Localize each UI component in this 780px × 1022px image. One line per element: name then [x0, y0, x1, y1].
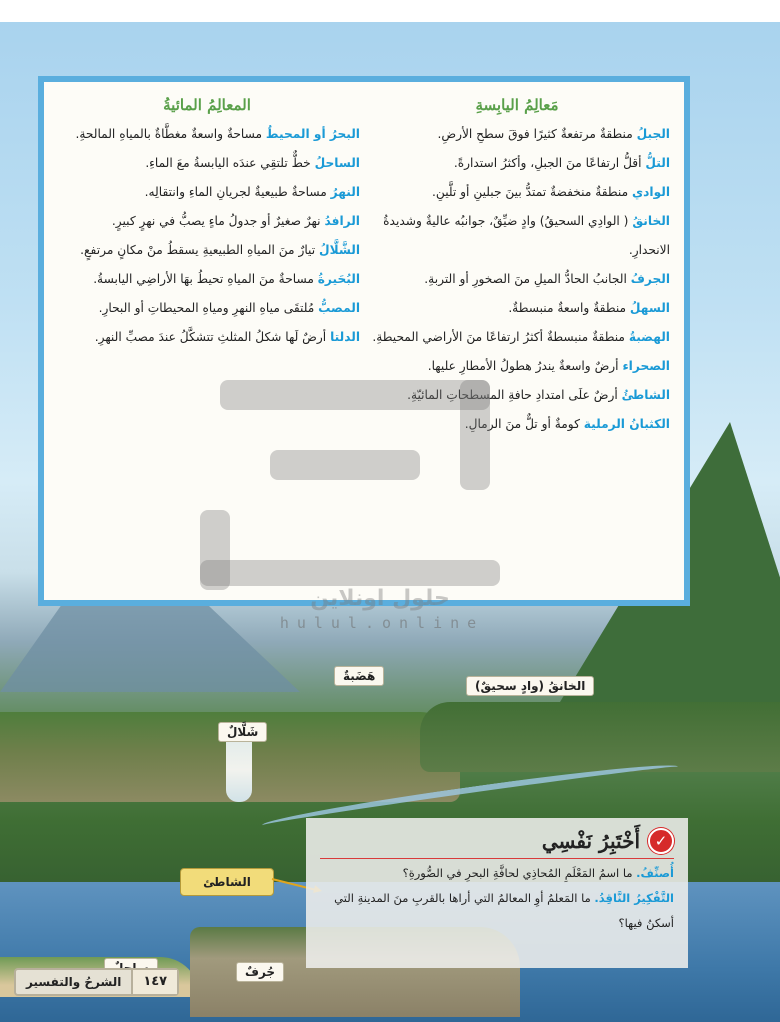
- term: الكثبانُ الرملية: [583, 417, 670, 431]
- label-waterfall: شَلَّالٌ: [218, 722, 267, 742]
- definition: تيارٌ منَ المياهِ الطبيعيةِ يسقطُ منْ مكانٍ مرتفعٍ.: [80, 243, 320, 257]
- definition: أرضٌ واسعةٌ يندرُ هطولُ الأمطارِ عليها.: [427, 359, 623, 373]
- land-entry: [364, 381, 670, 410]
- definition: منطقةٌ مرتفعةٌ كثيرًا فوقَ سطحِ الأرضِ.: [437, 127, 637, 141]
- land-features-title: مَعالِمُ اليابِسةِ: [475, 96, 559, 114]
- term: الصحراء: [622, 359, 670, 373]
- definition: الجانبُ الحادُّ الميلِ منَ الصخورِ أو التربةِ.: [424, 272, 631, 286]
- term: الهضبةُ: [628, 330, 670, 344]
- features-box: [38, 76, 690, 606]
- definition: نهرٌ صغيرٌ أو جدولُ ماءٍ يصبُّ في نهرٍ كبيرٍ.: [111, 214, 325, 228]
- land-entry: [364, 294, 670, 323]
- land-entry: [364, 149, 670, 178]
- water-entry: [54, 323, 360, 352]
- water-entry: [54, 207, 360, 236]
- term: الخانقُ: [632, 214, 670, 228]
- label-cliff: جُرفٌ: [236, 962, 284, 982]
- question-label: أُصنِّفُ.: [636, 866, 674, 880]
- definition: كومةٌ أو تلٌّ منَ الرمالِ.: [464, 417, 584, 431]
- canyon-terrain: [420, 702, 780, 772]
- water-entry: [54, 294, 360, 323]
- section-label: الشرحُ والتفسير: [26, 975, 122, 989]
- term: النهرُ: [330, 185, 360, 199]
- answer-tag-beach: الشاطئ: [180, 868, 274, 896]
- test-header: [320, 828, 674, 854]
- land-entry: [364, 323, 670, 352]
- label-plateau: هَضَبةٌ: [334, 666, 384, 686]
- page-number: ١٤٧: [131, 970, 177, 994]
- land-entry: [364, 410, 670, 439]
- water-features-title: المعالِمُ المائيةُ: [163, 96, 251, 114]
- term: الجرفُ: [630, 272, 670, 286]
- land-entry: [364, 352, 670, 381]
- definition: مُلتقَى مياهِ النهرِ ومياهِ المحيطاتِ أو البحارِ.: [98, 301, 319, 315]
- definition: ( الوادِي السحيقُ) وادٍ ضيِّقٌ، جوانبُه عاليةٌ وشديدةُ الانحدارِ.: [383, 214, 670, 257]
- definition: خطٌّ تلتقِي عندَه اليابسةُ معَ الماءِ.: [145, 156, 315, 170]
- definition: مساحةٌ منَ المياهِ تحيطُ بهَا الأراضِي اليابسةُ.: [93, 272, 318, 286]
- water-entry: [54, 265, 360, 294]
- question-critical-thinking: [320, 886, 674, 936]
- term: الشَّلَّالُ: [319, 243, 360, 257]
- land-entry: [364, 207, 670, 265]
- watermark-arabic: حلول اونلاين: [310, 586, 450, 611]
- term: البحرُ أو المحيطُ: [265, 127, 360, 141]
- definition: أرضٌ لَها شكلُ المثلثِ تتشكَّلُ عندَ مصبِّ النهرِ.: [94, 330, 331, 344]
- land-entry: [364, 120, 670, 149]
- definition: أرضٌ علَى امتدادِ حافةِ المسطحاتِ المائيّةِ.: [407, 388, 622, 402]
- watermark-latin: hulul.online: [279, 614, 485, 632]
- term: الجبلُ: [636, 127, 670, 141]
- page-footer: [14, 968, 179, 996]
- water-features-column: [54, 96, 360, 352]
- water-entry: [54, 149, 360, 178]
- definition: مساحةٌ طبيعيةٌ لجريانِ الماءِ وانتقالِه.: [144, 185, 331, 199]
- term: الدلتا: [330, 330, 360, 344]
- term: البُحَيرةُ: [317, 272, 360, 286]
- question-classify: [320, 861, 674, 886]
- question-text: ما المَعلمُ أوِ المعالمُ التي أراها بالقربِ منَ المدينةِ التي أسكنُ فيها؟: [334, 891, 674, 930]
- definition: مساحةٌ واسعةٌ مغطَّاةٌ بالمياهِ المالحةِ.: [75, 127, 266, 141]
- water-entry: [54, 120, 360, 149]
- divider: [320, 858, 674, 859]
- check-icon: ✓: [648, 828, 674, 854]
- term: الساحلُ: [314, 156, 360, 170]
- definition: أقلُّ ارتفاعًا منَ الجبلِ، وأكثرُ استدارةً.: [453, 156, 646, 170]
- land-entry: [364, 265, 670, 294]
- land-entry: [364, 178, 670, 207]
- water-entry: [54, 236, 360, 265]
- question-text: ما اسمُ المَعْلَمِ المُحاذِي لحافَّةِ البحرِ في الصُّورةِ؟: [402, 866, 637, 880]
- term: المصبُّ: [318, 301, 360, 315]
- test-title: أَخْتَبِرُ نَفْسِي: [541, 829, 640, 853]
- question-label: التَّفْكِيرُ النَّاقِدُ.: [594, 891, 674, 905]
- term: الشاطئُ: [621, 388, 670, 402]
- land-features-column: [364, 96, 670, 439]
- test-yourself-box: [306, 818, 688, 968]
- definition: منطقةٌ منخفضةٌ تمتدُّ بينَ جبلينِ أو تلَّينِ.: [432, 185, 632, 199]
- definition: منطقةٌ منبسطةٌ أكثرُ ارتفاعًا منَ الأراضي المحيطةِ.: [372, 330, 629, 344]
- term: السهلُ: [629, 301, 670, 315]
- term: التلُّ: [645, 156, 670, 170]
- term: الرافدُ: [324, 214, 360, 228]
- water-entry: [54, 178, 360, 207]
- definition: منطقةٌ واسعةٌ منبسطةٌ.: [508, 301, 630, 315]
- label-canyon: الخانقُ (وادٍ سحيقٌ): [466, 676, 594, 696]
- term: الوادي: [632, 185, 670, 199]
